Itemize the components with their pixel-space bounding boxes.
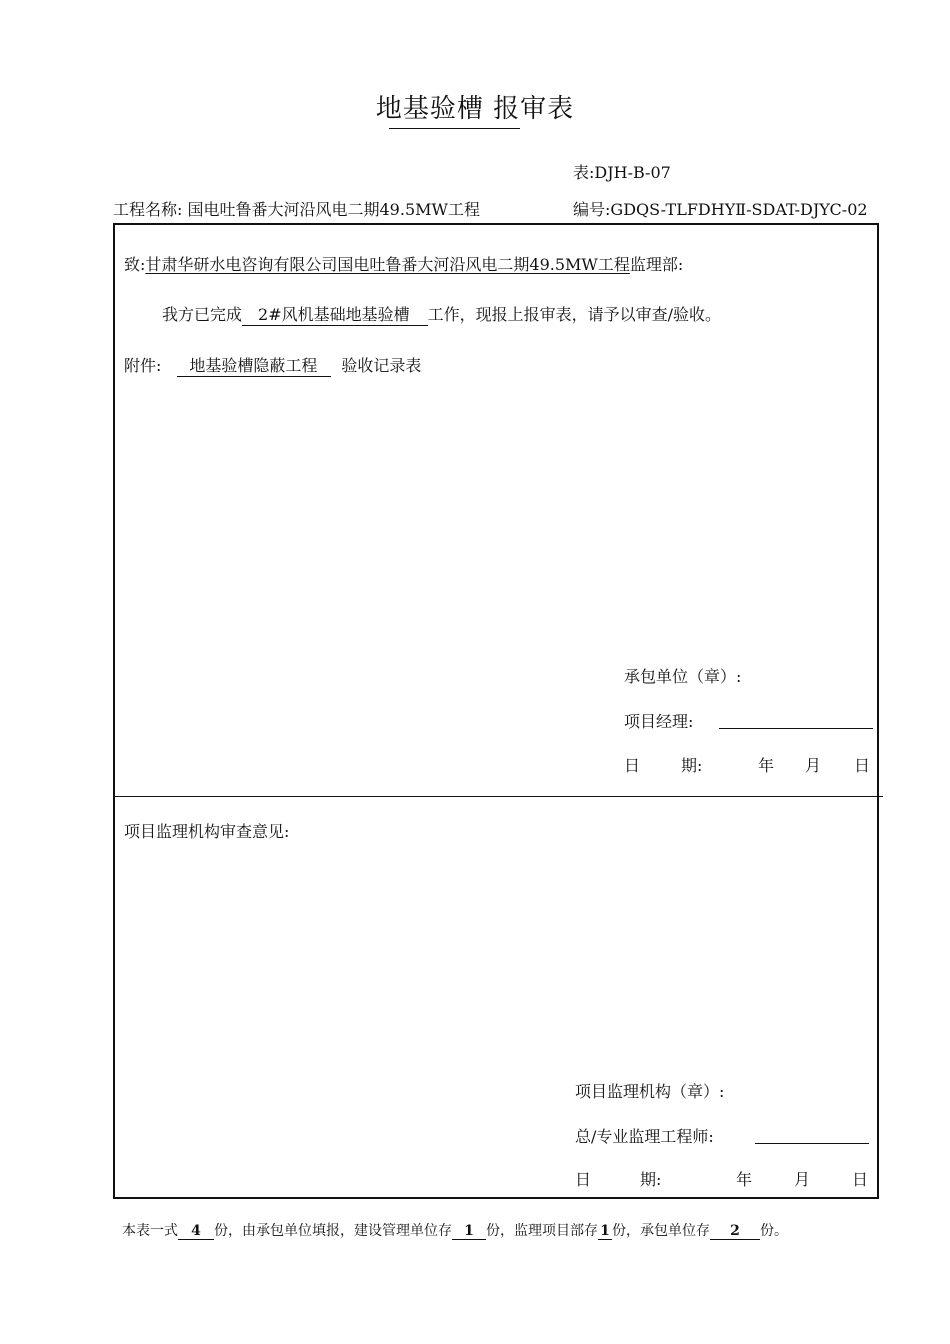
copies-contractor: 2 (710, 1223, 760, 1240)
attachment-line (124, 353, 421, 377)
code-label: 编号: (573, 200, 611, 219)
contractor-date-label-2: 期: (681, 756, 703, 775)
attachment-suffix: 验收记录表 (341, 356, 422, 375)
supervision-engineer-signature-field[interactable] (755, 1143, 869, 1144)
completed-suffix: 工作，现报上报审表，请予以审查/验收。 (427, 305, 722, 324)
project-manager-signature-field[interactable] (719, 728, 873, 729)
contractor-date-year: 年 (758, 756, 775, 775)
supervision-date-year: 年 (736, 1170, 753, 1189)
project-name-line (113, 197, 480, 220)
contractor-date-label: 日 (624, 756, 641, 775)
footer-part-2: 份，由承包单位填报，建设管理单位存 (214, 1223, 452, 1239)
supervision-date-label-2: 期: (640, 1170, 662, 1189)
footer-part-1: 本表一式 (122, 1223, 178, 1239)
supervision-date-label: 日 (575, 1170, 592, 1189)
footer-part-5: 份。 (760, 1223, 788, 1239)
copies-owner: 1 (452, 1223, 486, 1240)
supervision-engineer-label: 总/专业监理工程师: (575, 1127, 714, 1146)
footer-part-4: 份，承包单位存 (612, 1223, 710, 1239)
completion-statement (162, 302, 721, 326)
footer-part-3: 份，监理项目部存 (486, 1223, 598, 1239)
title-underline (389, 128, 520, 129)
copies-supervisor: 1 (598, 1223, 612, 1240)
form-code: 表:DJH-B-07 (573, 163, 671, 182)
to-recipient: 甘肃华研水电咨询有限公司国电吐鲁番大河沿风电二期49.5MW工程 (145, 255, 630, 274)
completed-prefix: 我方已完成 (162, 305, 243, 324)
addressee-line (124, 252, 683, 275)
supervision-date-month: 月 (794, 1170, 811, 1189)
contractor-date-month: 月 (805, 756, 822, 775)
attachment-label: 附件: (124, 356, 162, 375)
contractor-date-day: 日 (854, 756, 871, 775)
page-title: 地基验槽 报审表 (375, 94, 575, 124)
to-suffix: 监理部: (629, 255, 684, 274)
copies-note (122, 1220, 788, 1240)
supervision-date-day: 日 (852, 1170, 869, 1189)
to-prefix: 致: (124, 255, 146, 274)
document-number-line (573, 197, 868, 220)
code-value: GDQS-TLFDHYⅡ-SDAT-DJYC-02 (610, 200, 868, 219)
supervision-org-label: 项目监理机构（章）: (575, 1082, 725, 1101)
project-name: 国电吐鲁番大河沿风电二期49.5MW工程 (187, 200, 480, 219)
copies-total: 4 (178, 1223, 214, 1240)
project-label: 工程名称: (113, 200, 183, 219)
completed-item-field[interactable]: 2#风机基础地基验槽 (242, 305, 428, 326)
section-divider (113, 796, 883, 797)
project-manager-label: 项目经理: (624, 712, 694, 731)
attachment-item-field[interactable]: 地基验槽隐蔽工程 (177, 356, 331, 377)
review-opinion-title: 项目监理机构审查意见: (124, 822, 290, 841)
contractor-unit-label: 承包单位（章）: (624, 667, 742, 686)
